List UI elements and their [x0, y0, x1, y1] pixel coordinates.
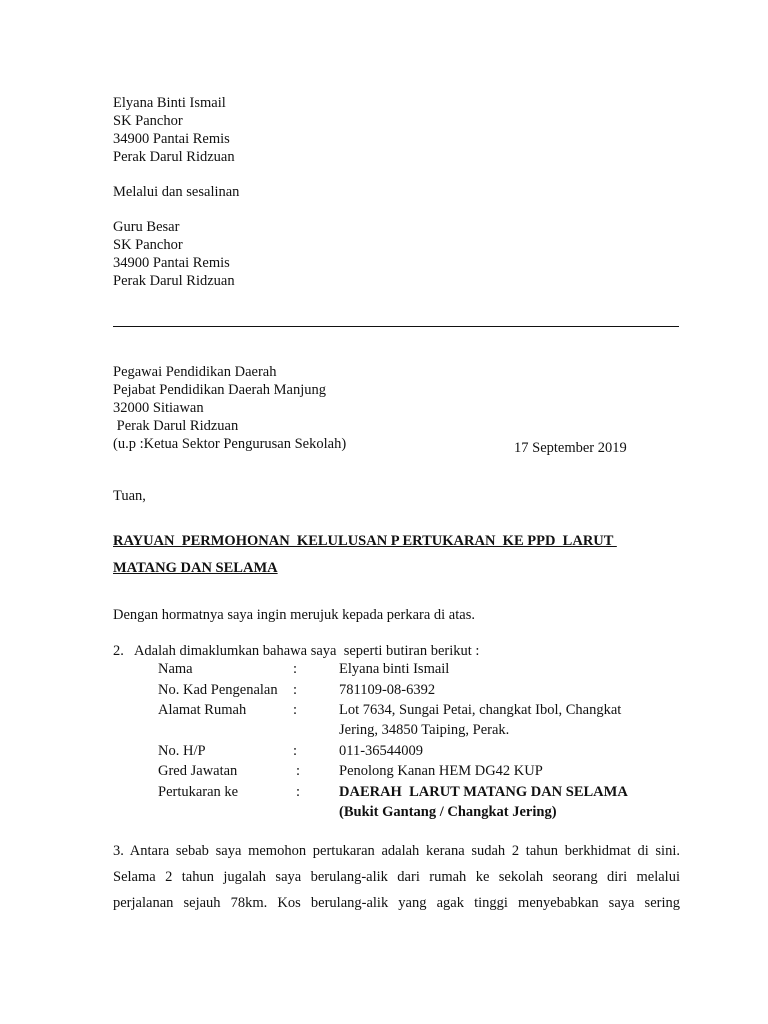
detail-colon: :: [293, 743, 298, 759]
detail-value: Jering, 34850 Taiping, Perak.: [339, 722, 510, 738]
detail-label: Gred Jawatan: [158, 763, 238, 779]
headmaster-school: SK Panchor: [113, 237, 183, 253]
recipient-postcode-town: 32000 Sitiawan: [113, 400, 204, 416]
detail-label: Nama: [158, 661, 193, 677]
para3-line: Selama 2 tahun jugalah saya berulang-alik dari rumah ke sekolah seorang diri melalui: [113, 869, 680, 885]
detail-value: (Bukit Gantang / Changkat Jering): [339, 804, 557, 820]
detail-value: Penolong Kanan HEM DG42 KUP: [339, 763, 543, 779]
detail-value: Lot 7634, Sungai Petai, changkat Ibol, Changkat: [339, 702, 622, 718]
sender-school: SK Panchor: [113, 113, 183, 129]
sender-state: Perak Darul Ridzuan: [113, 149, 235, 165]
headmaster-state: Perak Darul Ridzuan: [113, 273, 235, 289]
detail-label: Alamat Rumah: [158, 702, 247, 718]
detail-value: 781109-08-6392: [339, 682, 436, 698]
detail-label: No. H/P: [158, 743, 206, 759]
sender-name: Elyana Binti Ismail: [113, 95, 226, 111]
recipient-attention: (u.p :Ketua Sektor Pengurusan Sekolah): [113, 436, 347, 452]
horizontal-divider: [113, 326, 679, 327]
headmaster-title: Guru Besar: [113, 219, 180, 235]
headmaster-address: [113, 218, 235, 290]
detail-colon: :: [296, 763, 301, 779]
detail-colon: :: [293, 661, 298, 677]
detail-colon: :: [293, 682, 298, 698]
letter-title-line2: MATANG DAN SELAMA: [113, 560, 278, 576]
detail-value: DAERAH LARUT MATANG DAN SELAMA: [339, 784, 628, 800]
detail-value: 011-36544009: [339, 743, 424, 759]
para2-heading: 2. Adalah dimaklumkan bahawa saya seperti butiran berikut :: [113, 643, 480, 659]
para3-line: perjalanan sejauh 78km. Kos berulang-alik yang agak tinggi menyebabkan saya sering: [113, 895, 680, 911]
letter-date: 17 September 2019: [514, 440, 627, 456]
recipient-address: [113, 363, 346, 453]
detail-label: No. Kad Pengenalan: [158, 682, 278, 698]
detail-value: Elyana binti Ismail: [339, 661, 450, 677]
headmaster-postcode-town: 34900 Pantai Remis: [113, 255, 230, 271]
letter-title-line1: RAYUAN PERMOHONAN KELULUSAN P ERTUKARAN KE PPD LARUT: [113, 533, 617, 549]
recipient-office: Pejabat Pendidikan Daerah Manjung: [113, 382, 327, 398]
via-line: Melalui dan sesalinan: [113, 184, 240, 200]
detail-colon: :: [296, 784, 301, 800]
recipient-title: Pegawai Pendidikan Daerah: [113, 364, 277, 380]
para3-line: 3. Antara sebab saya memohon pertukaran adalah kerana sudah 2 tahun berkhidmat di sini.: [113, 843, 680, 859]
sender-postcode-town: 34900 Pantai Remis: [113, 131, 230, 147]
recipient-state: Perak Darul Ridzuan: [113, 418, 239, 434]
sender-address: [113, 94, 235, 166]
detail-colon: :: [293, 702, 298, 718]
intro-paragraph: Dengan hormatnya saya ingin merujuk kepada perkara di atas.: [113, 607, 475, 623]
salutation: Tuan,: [113, 488, 146, 504]
detail-label: Pertukaran ke: [158, 784, 239, 800]
